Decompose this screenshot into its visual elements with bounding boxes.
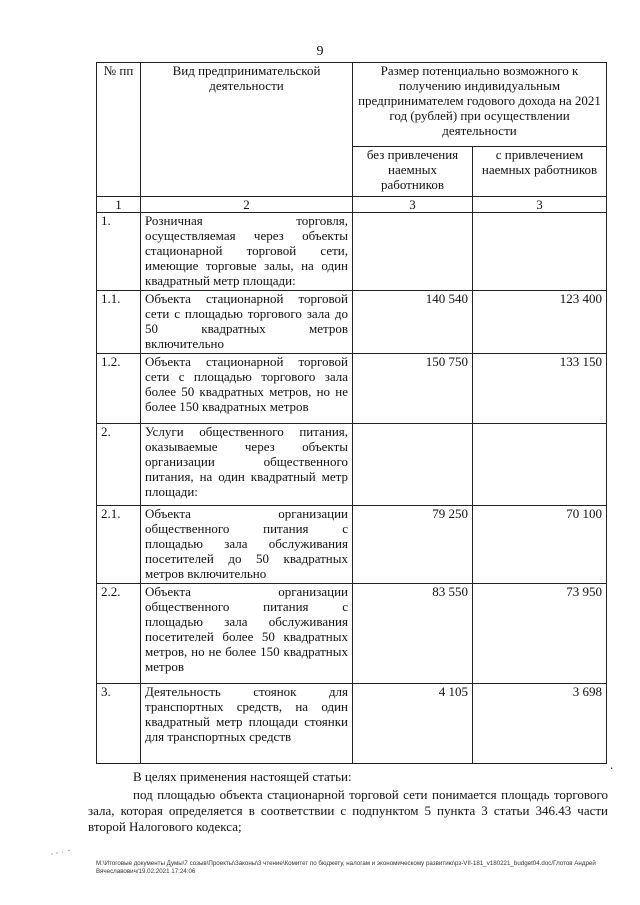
page-number: 9: [316, 44, 324, 59]
row-activity: Услуги общественного питания, оказываемые через объекты организации общественного питания, на один квадратный метр площади:: [141, 424, 353, 506]
header-num: № пп: [97, 63, 141, 197]
body-paragraph: В целях применения настоящей статьи:: [133, 769, 352, 784]
row-value-without: 4 105: [353, 684, 473, 764]
row-value-without: 83 550: [353, 584, 473, 684]
row-number: 2.1.: [97, 506, 141, 584]
row-value-with: [473, 424, 607, 506]
footer-file-path: M:\Итоговые документы Думы\7 созыв\Проекты\Законы\3 чтение\Комитет по бюджету, налогам и экономическому развитию\рз-VII-181_v180221_budget04.doc/Глотов Андрей Вячеславович/19.02.2021 17:24:06: [96, 860, 596, 875]
table-header-row: [97, 63, 607, 147]
row-number: 2.: [97, 424, 141, 506]
scan-mark: [50, 846, 78, 858]
row-value-without: [353, 424, 473, 506]
table-row: [97, 291, 607, 354]
table-trailing-mark: .: [610, 757, 614, 772]
row-value-without: 140 540: [353, 291, 473, 354]
column-index: 2: [141, 197, 353, 213]
table-row: [97, 424, 607, 506]
body-paragraph: под площадью объекта стационарной торговой сети понимается площадь торгового зала, которая определяется в соответствии с подпунктом 5 пункта 3 статьи 346.43 части второй Налогового кодекса;: [88, 787, 608, 834]
row-value-with: 133 150: [473, 354, 607, 424]
table-row: [97, 354, 607, 424]
table-row: [97, 213, 607, 291]
row-activity: Объекта организации общественного питания с площадью зала обслуживания посетителей до 50 квадратных метров включительно: [141, 506, 353, 584]
row-value-with: 73 950: [473, 584, 607, 684]
scan-mark-icon: [50, 846, 78, 858]
income-table: [96, 62, 607, 764]
header-without-employees: без привлечения наемных работников: [353, 147, 473, 197]
row-value-with: [473, 213, 607, 291]
table-row: [97, 584, 607, 684]
row-activity: Деятельность стоянок для транспортных средств, на один квадратный метр площади стоянки для транспортных средств: [141, 684, 353, 764]
row-number: 1.1.: [97, 291, 141, 354]
column-index: 3: [473, 197, 607, 213]
row-activity: Объекта организации общественного питания с площадью зала обслуживания посетителей более 50 квадратных метров, но не более 150 квадратных метров: [141, 584, 353, 684]
row-number: 2.2.: [97, 584, 141, 684]
row-number: 3.: [97, 684, 141, 764]
row-activity: Объекта стационарной торговой сети с площадью торгового зала до 50 квадратных метров включительно: [141, 291, 353, 354]
row-number: 1.: [97, 213, 141, 291]
row-value-with: 3 698: [473, 684, 607, 764]
table-row: [97, 506, 607, 584]
header-activity: Вид предпринимательской деятельности: [141, 63, 353, 197]
row-activity: Розничная торговля, осуществляемая через объекты стационарной торговой сети, имеющие торговые залы, на один квадратный метр площади:: [141, 213, 353, 291]
row-number: 1.2.: [97, 354, 141, 424]
table-row: [97, 684, 607, 764]
row-value-with: 70 100: [473, 506, 607, 584]
row-value-without: [353, 213, 473, 291]
column-index: 3: [353, 197, 473, 213]
row-value-without: 150 750: [353, 354, 473, 424]
header-with-employees: с привлечением наемных работников: [473, 147, 607, 197]
row-value-with: 123 400: [473, 291, 607, 354]
row-value-without: 79 250: [353, 506, 473, 584]
column-index-row: [97, 197, 607, 213]
row-activity: Объекта стационарной торговой сети с площадью торгового зала более 50 квадратных метров, но не более 150 квадратных метров: [141, 354, 353, 424]
column-index: 1: [97, 197, 141, 213]
header-size: Размер потенциально возможного к получению индивидуальным предпринимателем годового дохода на 2021 год (рублей) при осуществлении деятельности: [353, 63, 607, 147]
